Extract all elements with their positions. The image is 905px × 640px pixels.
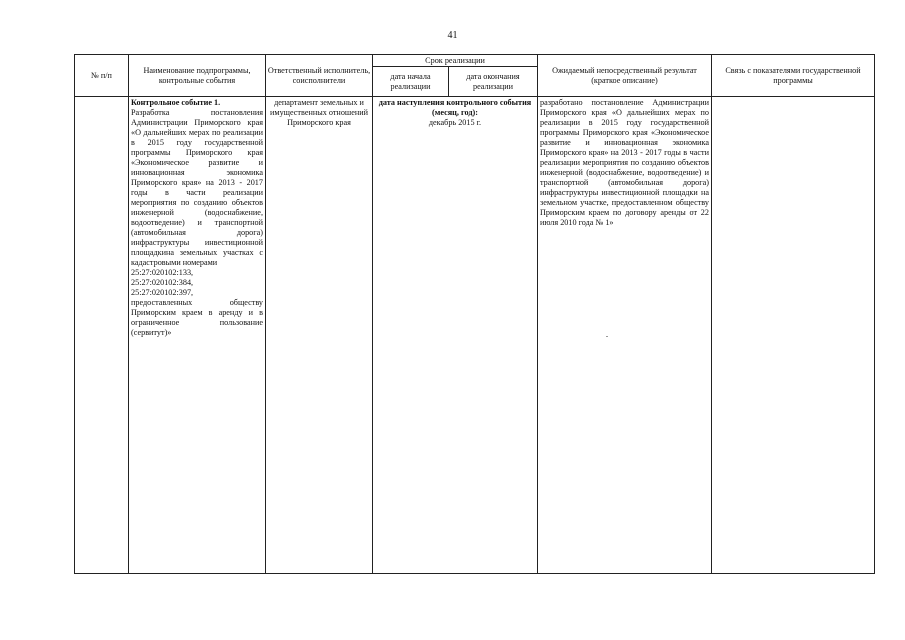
- header-start-date: дата начала реализации: [373, 67, 449, 97]
- cadastre-number: 25:27:020102:133,: [131, 268, 194, 277]
- row-result: разработано постановление Администрации Приморского края «О дальнейших мерах по реализации в 2015 году государственной программы Приморского края «Экономическое развитие и инновационная экономика Приморского края» на 2013 - 2017 годы в части реализации мероприятия по созданию объектов инженерной (водоснабжение, водоотведение) и транспортной (автомобильная дорога) инфраструктуры инвестиционной площадки на земельном участке, предоставленном обществу Приморским краем по договору аренды от 22 июля 2010 года № 1»: [538, 97, 712, 574]
- date-label: дата наступления контрольного события (месяц, год):: [378, 98, 532, 117]
- row-executor: департамент земельных и имущественных отношений Приморского края: [266, 97, 373, 574]
- row-date: [373, 97, 538, 574]
- header-result: Ожидаемый непосредственный результат (краткое описание): [538, 55, 712, 97]
- page-number: 41: [447, 30, 458, 41]
- cadastre-number: 25:27:020102:384,: [131, 278, 194, 287]
- row-link: [712, 97, 875, 574]
- header-executor: Ответственный исполнитель, соисполнители: [266, 55, 373, 97]
- header-name: Наименование подпрограммы, контрольные события: [129, 55, 266, 97]
- table-row: [75, 97, 875, 574]
- control-events-table: [74, 54, 875, 574]
- header-link: Связь с показателями государственной программы: [712, 55, 875, 97]
- control-event-tail: предоставленных обществу Приморским краем в аренду и в ограниченное пользование (сервитут)»: [131, 298, 263, 337]
- control-event-text: Разработка постановления Администрации Приморского края «О дальнейших мерах по реализации в 2015 году государственной программы Приморского края «Экономическое развитие и инновационная экономика Приморского края» на 2013 - 2017 годы в части реализации мероприятия по созданию объектов инженерной (водоснабжение, водоотведение) и транспортной (автомобильная дорога) инфраструктуры инвестиционной площадкина земельных участках с кадастровыми номерами: [131, 108, 263, 267]
- row-num: [75, 97, 129, 574]
- control-event-title: Контрольное событие 1.: [131, 98, 221, 107]
- header-period: Срок реализации: [373, 55, 538, 67]
- cadastre-number: 25:27:020102:397,: [131, 288, 194, 297]
- date-value: декабрь 2015 г.: [428, 118, 482, 127]
- row-name: [129, 97, 266, 574]
- scan-speck: [606, 336, 608, 337]
- header-end-date: дата окончания реализации: [449, 67, 538, 97]
- header-num: № п/п: [75, 55, 129, 97]
